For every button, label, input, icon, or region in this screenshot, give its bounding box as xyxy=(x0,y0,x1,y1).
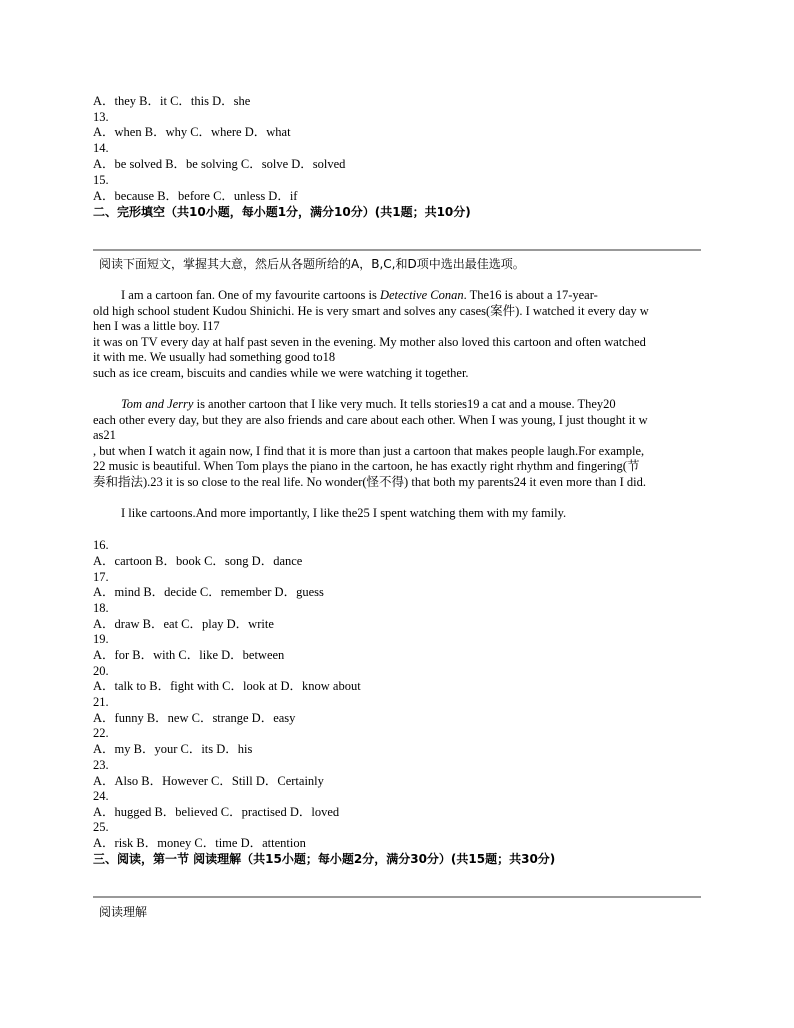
section2-title: 二、完形填空（共10小题，每小题1分，满分10分）(共1题；共10分) xyxy=(93,205,471,219)
section2-instruction: 阅读下面短文，掌握其大意，然后从各题所给的A，B,C,和D项中选出最佳选项。 xyxy=(99,257,525,271)
question-options: A．hugged B．believed C．practised D．loved xyxy=(93,805,340,819)
question-options: A．cartoon B．book C．song D．dance xyxy=(93,554,303,568)
question-options: A．for B．with C．like D．between xyxy=(93,648,285,662)
question-number: 17. xyxy=(93,570,109,584)
passage-line: , but when I watch it again now, I find that it is more than just a cartoon that makes people laugh.For example, xyxy=(93,443,645,458)
passage-line: it was on TV every day at half past seven in the evening. My mother also loved this cartoon and often watched xyxy=(93,334,646,349)
question-options: A．Also B．However C．Still D．Certainly xyxy=(93,774,324,788)
question-options: A．talk to B．fight with C．look at D．know about xyxy=(93,679,361,693)
passage-line: as21 xyxy=(93,428,116,442)
cartoon-title-conan: Detective Conan xyxy=(379,288,464,302)
q15-options: A．because B．before C．unless D．if xyxy=(93,189,298,203)
passage-line: such as ice cream, biscuits and candies while we were watching it together. xyxy=(93,365,469,380)
question-number: 21. xyxy=(93,695,109,709)
section3-title: 三、阅读，第一节 阅读理解（共15小题；每小题2分，满分30分）(共15题；共30分) xyxy=(93,852,556,866)
cartoon-title-tom-jerry: Tom and Jerry xyxy=(121,397,194,411)
question-options: A．my B．your C．its D．his xyxy=(93,742,253,756)
question-number: 19. xyxy=(93,632,109,646)
question-number: 25. xyxy=(93,820,109,834)
q14-options: A．be solved B．be solving C．solve D．solved xyxy=(93,157,346,171)
question-options: A．mind B．decide C．remember D．guess xyxy=(93,585,324,599)
passage-line: I like cartoons.And more importantly, I like the25 I spent watching them with my family. xyxy=(121,506,567,520)
passage-line: hen I was a little boy. I17 xyxy=(93,319,220,333)
passage-line: old high school student Kudou Shinichi. He is very smart and solves any cases(案件). I watched it every day w xyxy=(93,303,649,318)
passage-line: each other every day, but they are also friends and care about each other. When I was young, I just thought it w xyxy=(93,412,648,427)
q14-number: 14. xyxy=(93,141,109,155)
question-options: A．draw B．eat C．play D．write xyxy=(93,617,274,631)
question-number: 23. xyxy=(93,758,109,772)
question-options: A．funny B．new C．strange D．easy xyxy=(93,711,296,725)
section3-instruction: 阅读理解 xyxy=(99,905,148,919)
question-number: 18. xyxy=(93,601,109,615)
section3-divider xyxy=(93,896,701,898)
section2-divider xyxy=(93,249,701,251)
passage-line: Tom and Jerry is another cartoon that I like very much. It tells stories19 a cat and a mouse. They20 xyxy=(121,397,616,411)
passage-line: I am a cartoon fan. One of my favourite cartoons is Detective Conan. The16 is about a 17-year- xyxy=(121,288,598,302)
passage-line: it with me. We usually had something good to18 xyxy=(93,350,336,364)
cloze-passage xyxy=(93,288,703,522)
passage-line: 22 music is beautiful. When Tom plays the piano in the cartoon, he has exactly right rhythm and fingering(节 xyxy=(93,459,640,473)
question-number: 24. xyxy=(93,789,109,803)
q13-number: 13. xyxy=(93,110,109,124)
question-number: 22. xyxy=(93,726,109,740)
q12-options: A．they B．it C．this D．she xyxy=(93,94,251,108)
question-number: 20. xyxy=(93,664,109,678)
q15-number: 15. xyxy=(93,173,109,187)
q13-options: A．when B．why C．where D．what xyxy=(93,125,291,139)
question-number: 16. xyxy=(93,538,109,552)
passage-line: 奏和指法).23 it is so close to the real life. No wonder(怪不得) that both my parents24 it even more than I did. xyxy=(93,474,647,489)
question-options: A．risk B．money C．time D．attention xyxy=(93,836,306,850)
